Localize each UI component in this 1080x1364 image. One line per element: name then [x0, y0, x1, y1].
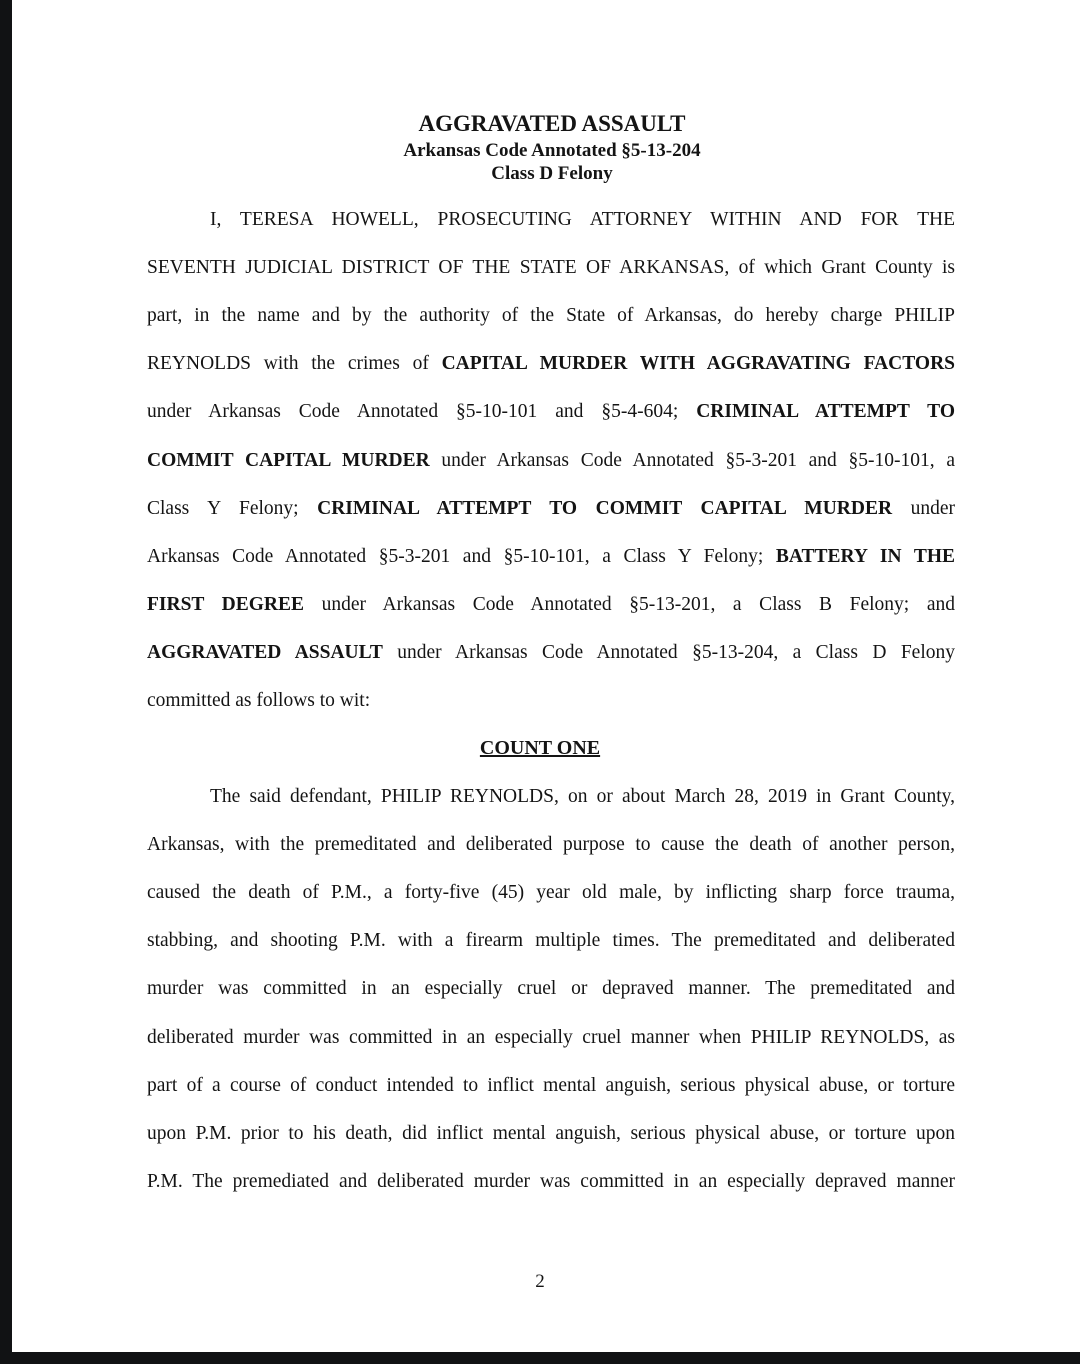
- text-segment: The said defendant, PHILIP REYNOLDS, on or about March 28, 2019 in Grant County,: [210, 786, 955, 807]
- text-line: [147, 1026, 955, 1050]
- text-segment: under Arkansas Code Annotated §5-13-201, a Class B Felony; and: [304, 593, 955, 615]
- text-line: [147, 1074, 955, 1098]
- text-segment: part of a course of conduct intended to inflict mental anguish, serious physical abuse, or torture: [147, 1074, 955, 1096]
- text-segment: stabbing, and shooting P.M. with a firearm multiple times. The premeditated and deliberated: [147, 930, 955, 952]
- text-line: [147, 1170, 955, 1194]
- bold-charge-text: CRIMINAL ATTEMPT TO: [696, 401, 955, 423]
- text-line: [147, 256, 955, 280]
- text-segment: under Arkansas Code Annotated §5-13-204, a Class D Felony: [382, 641, 955, 663]
- text-line: [147, 977, 955, 1001]
- text-line: [210, 208, 955, 232]
- bold-charge-text: FIRST DEGREE: [147, 593, 305, 615]
- text-line: [147, 497, 955, 521]
- page-number: 2: [535, 1271, 545, 1292]
- text-segment: P.M. The premediated and deliberated murder was committed in an especially depraved manner: [147, 1170, 955, 1192]
- text-line: [147, 833, 955, 857]
- text-segment: caused the death of P.M., a forty-five (45) year old male, by inflicting sharp force trauma,: [147, 882, 955, 904]
- text-segment: Arkansas, with the premeditated and deliberated purpose to cause the death of another person,: [147, 834, 955, 856]
- text-line: [147, 352, 955, 376]
- bold-charge-text: CAPITAL MURDER WITH AGGRAVATING FACTORS: [441, 353, 955, 375]
- text-line: [147, 449, 955, 473]
- bold-charge-text: COMMIT CAPITAL MURDER: [147, 449, 430, 471]
- count-heading: COUNT ONE: [479, 737, 601, 759]
- text-line: [147, 881, 955, 905]
- text-line: [147, 641, 955, 665]
- text-line: [147, 929, 955, 953]
- text-line: [147, 593, 955, 617]
- text-segment: murder was committed in an especially cruel or depraved manner. The premeditated and: [147, 978, 955, 1000]
- text-segment: upon P.M. prior to his death, did inflict mental anguish, serious physical abuse, or torture upon: [147, 1122, 955, 1144]
- text-segment: under: [892, 497, 955, 519]
- text-line: [147, 545, 955, 569]
- text-line: [147, 689, 955, 713]
- felony-class: Class D Felony: [491, 163, 613, 184]
- text-segment: under Arkansas Code Annotated §5-10-101 and §5-4-604;: [147, 401, 697, 423]
- bold-charge-text: AGGRAVATED ASSAULT: [147, 641, 383, 663]
- text-segment: committed as follows to wit:: [147, 690, 371, 711]
- bold-charge-text: CRIMINAL ATTEMPT TO COMMIT CAPITAL MURDER: [317, 497, 893, 519]
- document-page: [12, 0, 1080, 1352]
- text-segment: I, TERESA HOWELL, PROSECUTING ATTORNEY WITHIN AND FOR THE: [210, 209, 955, 230]
- text-segment: deliberated murder was committed in an especially cruel manner when PHILIP REYNOLDS, as: [147, 1026, 955, 1048]
- text-segment: Arkansas Code Annotated §5-3-201 and §5-10-101, a Class Y Felony;: [147, 545, 776, 567]
- text-segment: REYNOLDS with the crimes of: [147, 353, 442, 375]
- text-segment: under Arkansas Code Annotated §5-3-201 and §5-10-101, a: [429, 449, 955, 471]
- text-line: [210, 785, 955, 809]
- text-segment: Class Y Felony;: [147, 497, 318, 519]
- text-segment: part, in the name and by the authority of the State of Arkansas, do hereby charge PHILIP: [147, 305, 955, 327]
- text-segment: SEVENTH JUDICIAL DISTRICT OF THE STATE OF ARKANSAS, of which Grant County is: [147, 257, 955, 279]
- statute-code: Arkansas Code Annotated §5-13-204: [403, 140, 701, 161]
- text-line: [147, 304, 955, 328]
- text-line: [147, 400, 955, 424]
- document-title: AGGRAVATED ASSAULT: [418, 111, 686, 136]
- text-line: [147, 1122, 955, 1146]
- bold-charge-text: BATTERY IN THE: [775, 545, 955, 567]
